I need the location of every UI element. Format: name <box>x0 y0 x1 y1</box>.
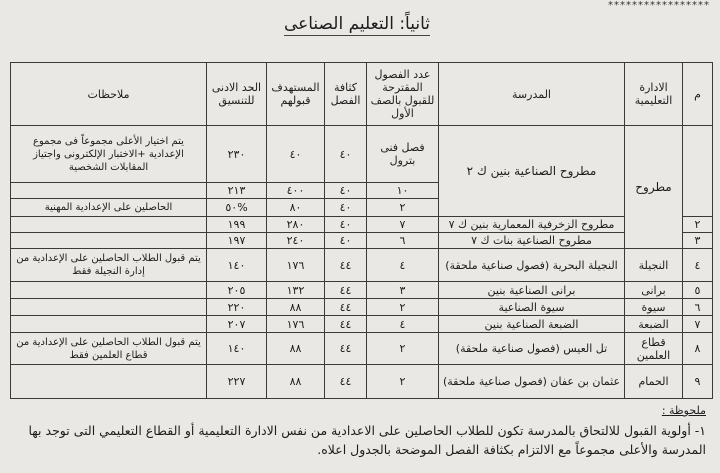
cell-notes <box>11 183 207 199</box>
cell-target: ٤٠٠ <box>267 183 325 199</box>
table-row <box>11 217 713 233</box>
cell-num: ٦ <box>683 299 713 316</box>
cell-notes <box>11 233 207 249</box>
cell-num: ٤ <box>683 249 713 282</box>
header-school: المدرسة <box>439 63 625 126</box>
cell-admin: الضبعة <box>625 316 683 333</box>
cell-notes <box>11 299 207 316</box>
cell-classes: ٣ <box>367 282 439 299</box>
cell-num: ٨ <box>683 333 713 365</box>
cell-notes <box>11 365 207 399</box>
header-min-score: الحد الادنى للتنسيق <box>207 63 267 126</box>
cell-notes: الحاصلين على الإعدادية المهنية <box>11 199 207 217</box>
cell-classes: فصل فنى بترول <box>367 126 439 183</box>
table-row <box>11 316 713 333</box>
cell-density: ٤٤ <box>325 365 367 399</box>
cell-school: مطروح الصناعية بنات ك ٧ <box>439 233 625 249</box>
cell-school: سيوة الصناعية <box>439 299 625 316</box>
cell-density: ٤٠ <box>325 199 367 217</box>
header-num: م <box>683 63 713 126</box>
cell-school: برانى الصناعية بنين <box>439 282 625 299</box>
cell-density: ٤٠ <box>325 126 367 183</box>
cell-num: ٥ <box>683 282 713 299</box>
header-classes: عدد الفصول المقترحة للقبول بالصف الأول <box>367 63 439 126</box>
cell-target: ٨٨ <box>267 299 325 316</box>
cell-admin: برانى <box>625 282 683 299</box>
cell-num <box>683 126 713 217</box>
cell-min-score: ٢٣٠ <box>207 126 267 183</box>
cell-density: ٤٠ <box>325 183 367 199</box>
cell-target: ٨٨ <box>267 365 325 399</box>
cell-classes: ٢ <box>367 299 439 316</box>
table-row <box>11 249 713 282</box>
cell-min-score: %٥٠ <box>207 199 267 217</box>
stars-decoration: ***************** <box>608 0 710 11</box>
cell-density: ٤٤ <box>325 282 367 299</box>
cell-school: مطروح الصناعية بنين ك ٢ <box>439 126 625 217</box>
cell-target: ٢٤٠ <box>267 233 325 249</box>
cell-min-score: ٢٢٠ <box>207 299 267 316</box>
cell-notes <box>11 316 207 333</box>
cell-min-score: ١٩٩ <box>207 217 267 233</box>
table-row <box>11 365 713 399</box>
table-row <box>11 282 713 299</box>
cell-notes: يتم قبول الطلاب الحاصلين على الإعدادية من إدارة النجيلة فقط <box>11 249 207 282</box>
header-target: المستهدف قبولهم <box>267 63 325 126</box>
cell-min-score: ٢٠٥ <box>207 282 267 299</box>
cell-target: ١٧٦ <box>267 316 325 333</box>
cell-num: ٣ <box>683 233 713 249</box>
header-density: كثافة الفصل <box>325 63 367 126</box>
cell-classes: ٧ <box>367 217 439 233</box>
cell-density: ٤٤ <box>325 299 367 316</box>
cell-classes: ٤ <box>367 316 439 333</box>
cell-notes: يتم اختيار الأعلى مجموعاً فى مجموع الإعدادية +الاختبار الإلكترونى واجتياز المقابلات الشخصية <box>11 126 207 183</box>
cell-target: ٨٠ <box>267 199 325 217</box>
cell-classes: ٦ <box>367 233 439 249</box>
schools-table <box>10 62 713 399</box>
cell-min-score: ٢١٣ <box>207 183 267 199</box>
cell-school: النجيلة البحرية (فصول صناعية ملحقة) <box>439 249 625 282</box>
cell-admin: سيوة <box>625 299 683 316</box>
cell-admin: مطروح <box>625 126 683 249</box>
footnote-section <box>14 404 706 459</box>
cell-admin: النجيلة <box>625 249 683 282</box>
cell-density: ٤٠ <box>325 233 367 249</box>
section-title: ثانياً: التعليم الصناعى <box>283 14 430 34</box>
cell-min-score: ١٤٠ <box>207 333 267 365</box>
cell-target: ١٧٦ <box>267 249 325 282</box>
cell-target: ١٣٢ <box>267 282 325 299</box>
cell-min-score: ١٩٧ <box>207 233 267 249</box>
cell-school: الضبعة الصناعية بنين <box>439 316 625 333</box>
cell-classes: ٢ <box>367 199 439 217</box>
cell-classes: ٤ <box>367 249 439 282</box>
cell-notes <box>11 217 207 233</box>
cell-num: ٢ <box>683 217 713 233</box>
cell-density: ٤٤ <box>325 316 367 333</box>
cell-school: تل العيس (فصول صناعية ملحقة) <box>439 333 625 365</box>
cell-classes: ٢ <box>367 333 439 365</box>
cell-classes: ٢ <box>367 365 439 399</box>
cell-target: ٢٨٠ <box>267 217 325 233</box>
cell-min-score: ١٤٠ <box>207 249 267 282</box>
header-notes: ملاحظات <box>11 63 207 126</box>
table-row <box>11 126 713 183</box>
cell-density: ٤٠ <box>325 217 367 233</box>
header-admin: الادارة التعليمية <box>625 63 683 126</box>
cell-notes <box>11 282 207 299</box>
cell-school: عثمان بن عفان (فصول صناعية ملحقة) <box>439 365 625 399</box>
footnote-title: ملحوظة : <box>661 404 706 417</box>
cell-notes: يتم قبول الطلاب الحاصلين على الإعدادية من قطاع العلمين فقط <box>11 333 207 365</box>
footnote-text: ١- أولوية القبول للالتحاق بالمدرسة تكون للطلاب الحاصلين على الاعدادية من نفس الادارة التعليمية أو القطاع التعليمي التى توجد بها المدرسة والأعلى مجموعاً مع الالتزام بكثافة الفصل الموضحة بالجدول اعلاه. <box>28 423 706 457</box>
table-header-row <box>11 63 713 126</box>
table-row <box>11 233 713 249</box>
cell-num: ٩ <box>683 365 713 399</box>
cell-target: ٤٠ <box>267 126 325 183</box>
cell-school: مطروح الزخرفية المعمارية بنين ك ٧ <box>439 217 625 233</box>
cell-classes: ١٠ <box>367 183 439 199</box>
cell-min-score: ٢٠٧ <box>207 316 267 333</box>
cell-target: ٨٨ <box>267 333 325 365</box>
cell-min-score: ٢٢٧ <box>207 365 267 399</box>
table-row <box>11 333 713 365</box>
cell-density: ٤٤ <box>325 333 367 365</box>
cell-admin: الحمام <box>625 365 683 399</box>
cell-num: ٧ <box>683 316 713 333</box>
table-row <box>11 299 713 316</box>
cell-density: ٤٤ <box>325 249 367 282</box>
cell-admin: قطاع العلمين <box>625 333 683 365</box>
